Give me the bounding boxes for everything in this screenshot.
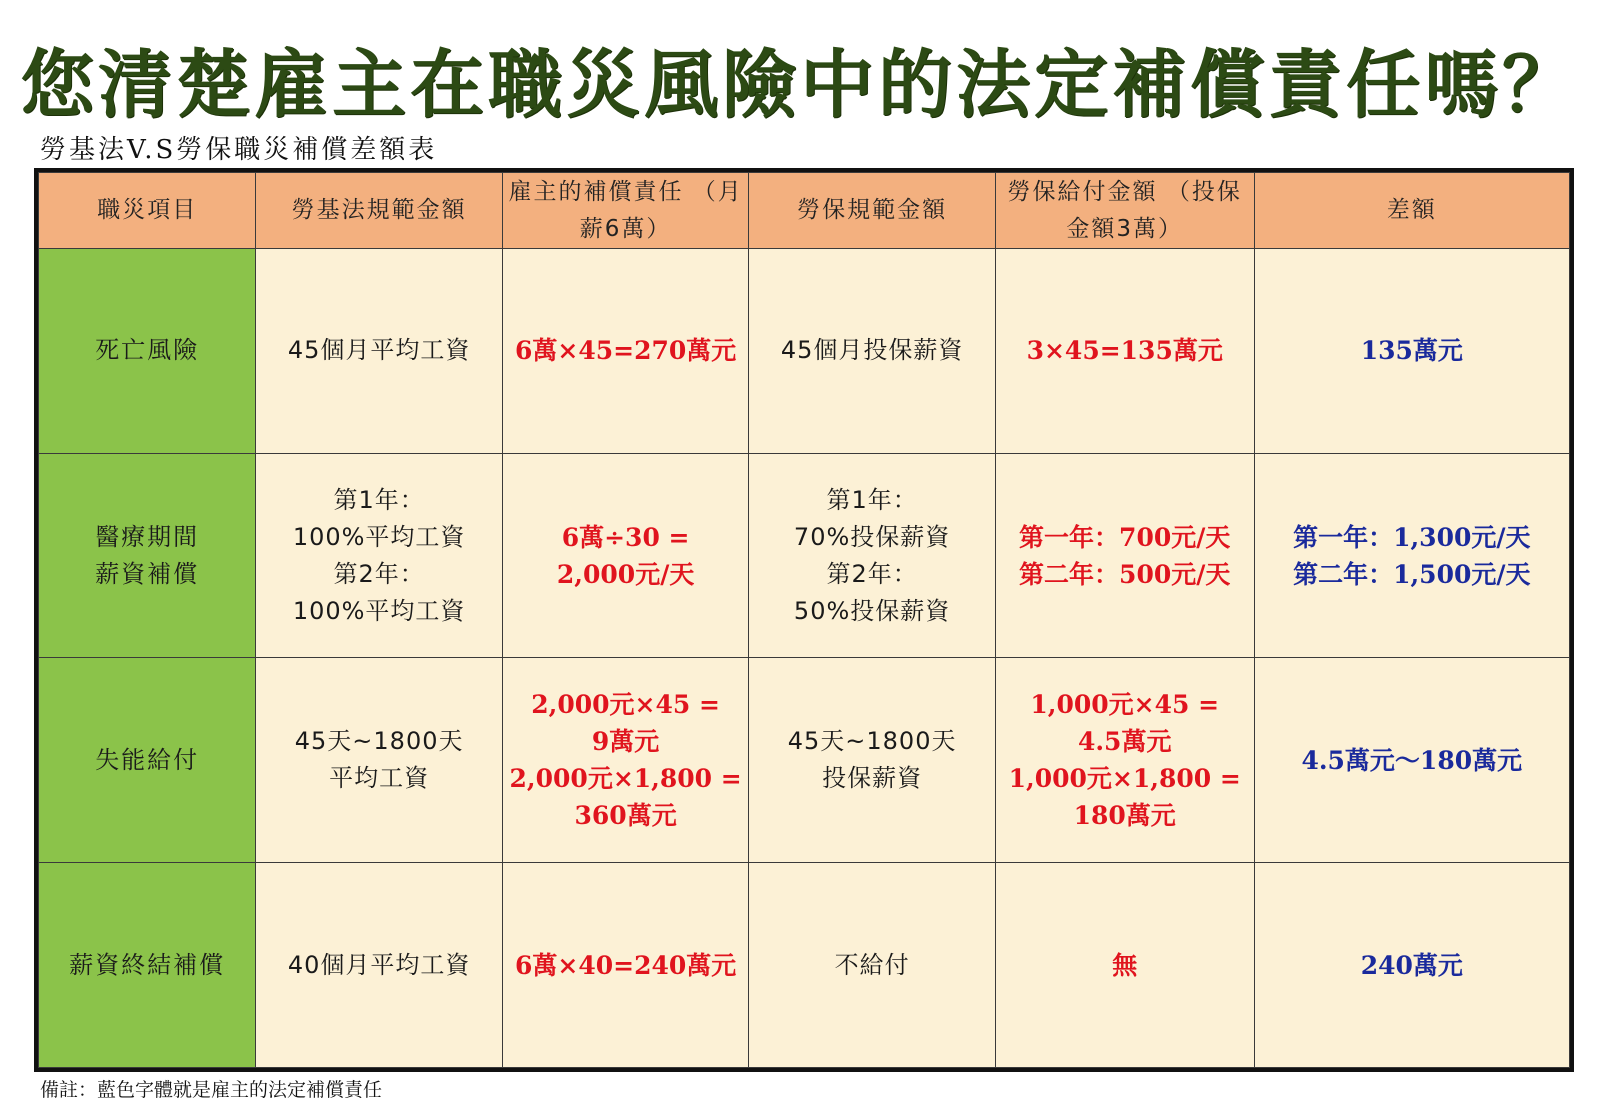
row-label-cell	[39, 453, 256, 658]
header-subtext: （投保金額3萬）	[1066, 178, 1242, 242]
header-cell	[256, 173, 502, 249]
difference-cell	[1254, 249, 1569, 454]
cell-text: 第二年：500元/天	[1019, 559, 1231, 589]
row-label: 醫療期間	[95, 522, 200, 551]
row-label: 死亡風險	[95, 336, 200, 365]
cell-text: 投保薪資	[822, 764, 923, 793]
cell-text: 70%投保薪資	[793, 522, 951, 551]
row-label: 薪資補償	[95, 559, 200, 588]
insurance-standard-cell	[749, 453, 995, 658]
header-cell	[1254, 173, 1569, 249]
header-cell	[749, 173, 995, 249]
table-row	[39, 863, 1570, 1068]
cell-text: 2,000元×45 =	[531, 690, 720, 720]
cell-text: 6萬÷30 =	[561, 522, 690, 552]
cell-text: 第一年：700元/天	[1019, 522, 1231, 552]
cell-text: 40個月平均工資	[287, 950, 471, 979]
insurance-payment-cell	[995, 658, 1254, 863]
insurance-standard-cell	[749, 249, 995, 454]
cell-text: 第二年：1,500元/天	[1293, 559, 1531, 589]
table-row	[39, 249, 1570, 454]
table-row	[39, 658, 1570, 863]
cell-text: 45天~1800天	[294, 727, 464, 756]
header-subtext: （月薪6萬）	[579, 178, 743, 242]
employer-liability-cell	[502, 863, 748, 1068]
row-label-cell	[39, 658, 256, 863]
cell-text: 135萬元	[1360, 336, 1463, 366]
cell-text: 50%投保薪資	[793, 596, 951, 625]
insurance-standard-cell	[749, 658, 995, 863]
cell-text: 不給付	[834, 950, 910, 979]
cell-text: 平均工資	[329, 764, 430, 793]
cell-text: 180萬元	[1073, 801, 1176, 831]
cell-text: 無	[1112, 950, 1138, 980]
cell-text: 100%平均工資	[292, 522, 466, 551]
header-text: 勞基法規範金額	[291, 197, 467, 223]
cell-text: 3×45=135萬元	[1026, 336, 1223, 366]
labor-standard-cell	[256, 453, 502, 658]
row-label: 薪資終結補償	[69, 950, 226, 979]
compensation-table-frame	[34, 168, 1574, 1072]
insurance-payment-cell	[995, 453, 1254, 658]
labor-standard-cell	[256, 863, 502, 1068]
insurance-payment-cell	[995, 249, 1254, 454]
cell-text: 100%平均工資	[292, 596, 466, 625]
header-text: 勞保給付金額	[1007, 178, 1158, 205]
cell-text: 4.5萬元	[1077, 727, 1172, 757]
table-row	[39, 453, 1570, 658]
cell-text: 第2年：	[333, 559, 425, 588]
cell-text: 240萬元	[1360, 950, 1463, 980]
header-cell	[502, 173, 748, 249]
labor-standard-cell	[256, 249, 502, 454]
cell-text: 1,000元×45 =	[1030, 690, 1220, 720]
employer-liability-cell	[502, 453, 748, 658]
difference-cell	[1254, 863, 1569, 1068]
cell-text: 45天~1800天	[787, 727, 957, 756]
employer-liability-cell	[502, 658, 748, 863]
header-text: 職災項目	[97, 197, 198, 223]
difference-cell	[1254, 658, 1569, 863]
cell-text: 第1年：	[826, 485, 918, 514]
row-label-cell	[39, 863, 256, 1068]
header-text: 差額	[1386, 197, 1437, 223]
cell-text: 6萬×45=270萬元	[514, 336, 737, 366]
header-text: 雇主的補償責任	[508, 178, 684, 205]
labor-standard-cell	[256, 658, 502, 863]
cell-text: 360萬元	[574, 801, 677, 831]
employer-liability-cell	[502, 249, 748, 454]
cell-text: 第2年：	[826, 559, 918, 588]
footnote: 備註：藍色字體就是雇主的法定補償責任	[40, 1079, 383, 1101]
cell-text: 6萬×40=240萬元	[514, 950, 737, 980]
cell-text: 1,000元×1,800 =	[1008, 764, 1241, 794]
difference-cell	[1254, 453, 1569, 658]
cell-text: 第1年：	[333, 485, 425, 514]
header-cell	[995, 173, 1254, 249]
cell-text: 45個月平均工資	[287, 336, 471, 365]
row-label: 失能給付	[95, 745, 200, 774]
table-header-row	[39, 173, 1570, 249]
header-cell	[39, 173, 256, 249]
cell-text: 45個月投保薪資	[780, 336, 964, 365]
cell-text: 9萬元	[591, 727, 660, 757]
insurance-standard-cell	[749, 863, 995, 1068]
header-text: 勞保規範金額	[797, 197, 948, 223]
table-subtitle: 勞基法V.S勞保職災補償差額表	[40, 135, 438, 165]
cell-text: 4.5萬元～180萬元	[1301, 745, 1523, 775]
row-label-cell	[39, 249, 256, 454]
insurance-payment-cell	[995, 863, 1254, 1068]
cell-text: 第一年：1,300元/天	[1293, 522, 1531, 552]
compensation-table	[38, 172, 1570, 1068]
cell-text: 2,000元×1,800 =	[509, 764, 742, 794]
cell-text: 2,000元/天	[556, 559, 695, 589]
page-title: 您清楚雇主在職災風險中的法定補償責任嗎？	[20, 42, 1580, 128]
